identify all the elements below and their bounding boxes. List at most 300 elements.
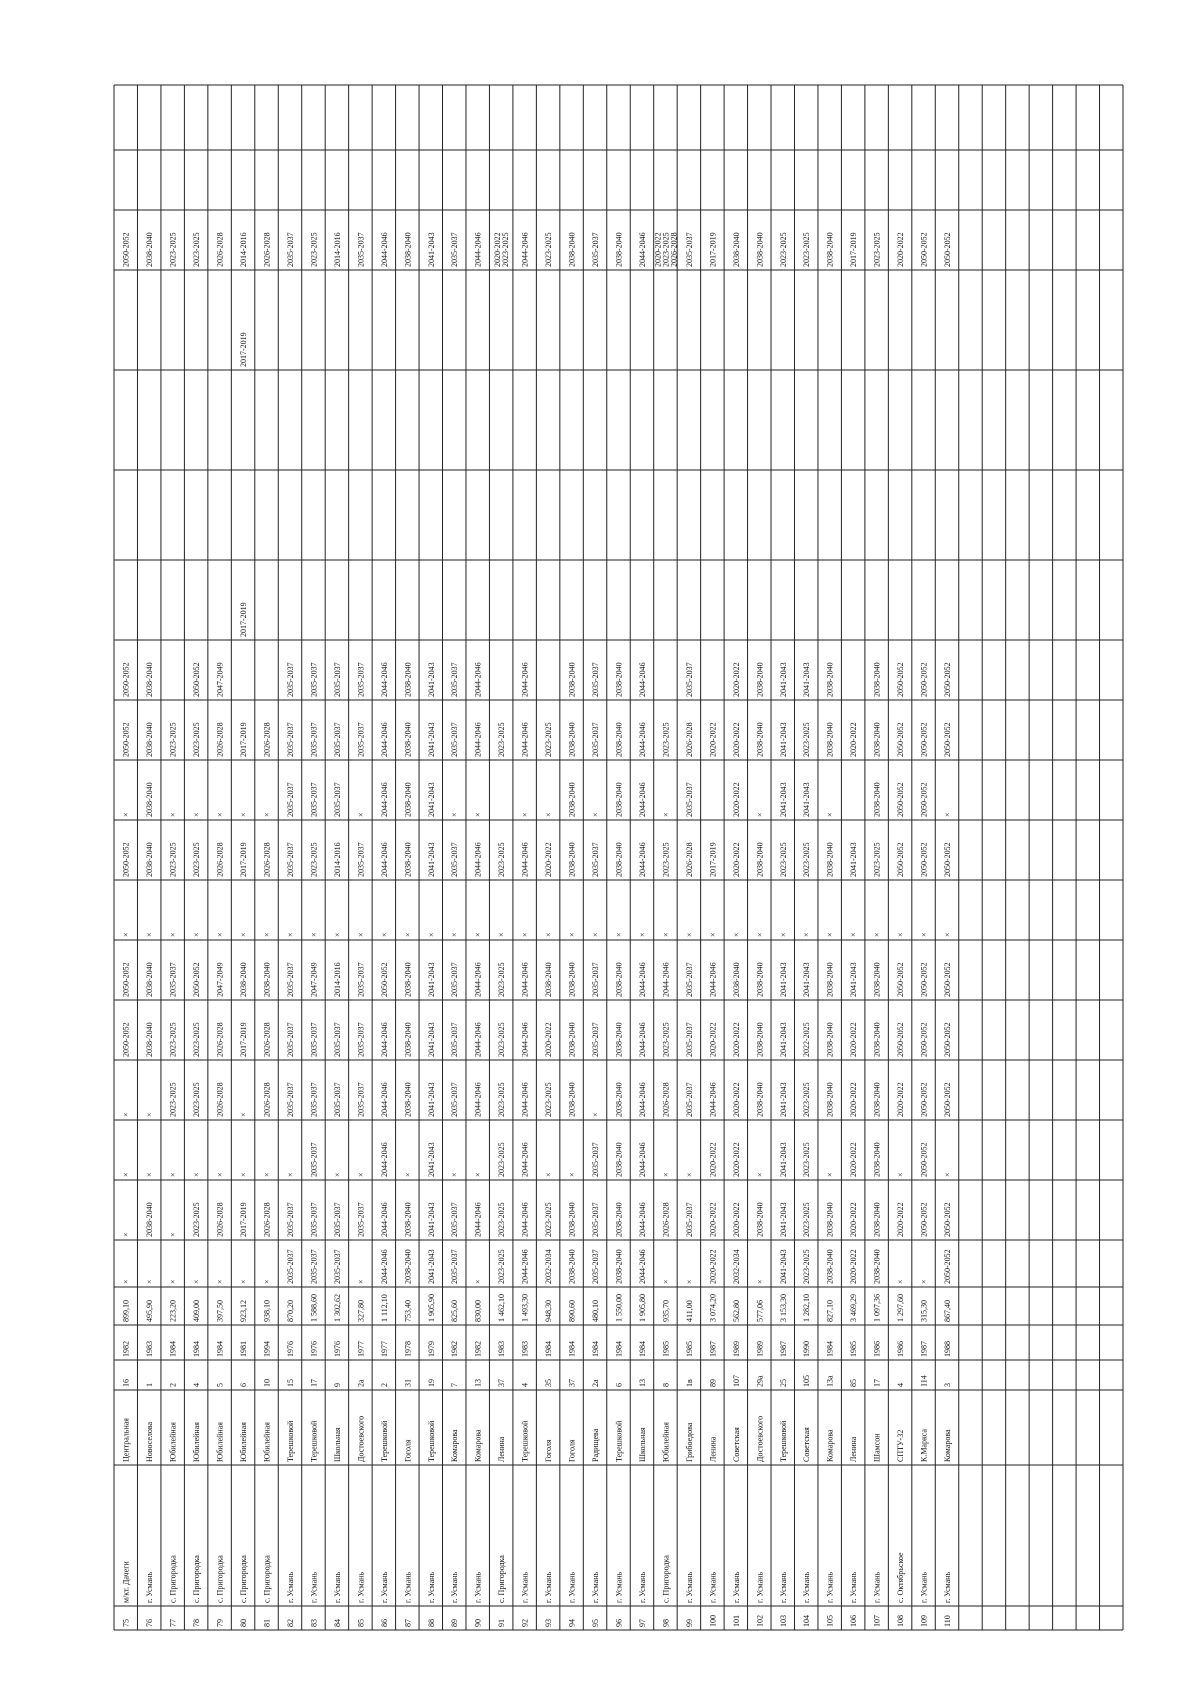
table-cell: 2044-2046 (520, 1082, 530, 1117)
table-cell: 2041-2043 (426, 782, 436, 817)
table-cell: 2038-2040 (872, 1249, 882, 1284)
table-cell: 10 (262, 1379, 272, 1387)
table-cell: 2023-2025 (168, 1022, 178, 1057)
table-cell: 2020-2022 (731, 662, 741, 697)
table-cell: 2026-2028 (215, 842, 225, 877)
table-cell: 2038-2040 (825, 1082, 835, 1117)
table-cell: 2038-2040 (614, 662, 624, 697)
table-cell: 1985 (849, 1341, 859, 1357)
table-cell: 2038-2040 (614, 722, 624, 757)
table-cell: м/кт. Дачеги (121, 1561, 131, 1603)
table-cell: 13 (473, 1379, 483, 1387)
table-cell: Ленина (708, 1436, 718, 1462)
table-cell: 2044-2046 (379, 1022, 389, 1057)
table-cell: 7 (450, 1383, 460, 1387)
table-cell: × (168, 1279, 178, 1284)
table-cell: 2020-2022 (731, 722, 741, 757)
table-cell: 2050-2052 (943, 1202, 953, 1237)
table-cell: 15 (285, 1379, 295, 1387)
table-cell: 2044-2046 (473, 662, 483, 697)
table-cell: 1989 (731, 1341, 741, 1357)
table-cell: 2020-2022 (849, 1142, 859, 1177)
table-cell: 2035-2037 (285, 722, 295, 757)
table-cell: 2035-2037 (309, 1202, 319, 1237)
table-cell: 1 905,90 (426, 1294, 436, 1322)
table-cell: 2038-2040 (872, 722, 882, 757)
table-cell: × (121, 1172, 131, 1177)
table-cell: 92 (520, 1619, 530, 1627)
table-cell: 870,20 (285, 1300, 295, 1322)
table-cell: 2023-2025 (802, 1142, 812, 1177)
table-cell: 2038-2040 (403, 962, 413, 997)
table-cell: 2050-2052 (121, 842, 131, 877)
table-cell: 2035-2037 (684, 962, 694, 997)
table-cell: 1979 (426, 1341, 436, 1357)
table-cell: 2044-2046 (637, 1022, 647, 1057)
table-cell: 2044-2046 (379, 1082, 389, 1117)
table-cell: 2023-2025 (872, 232, 882, 267)
table-cell: 2023-2025 (497, 1082, 507, 1117)
table-cell: 2014-2016 (332, 962, 342, 997)
table-cell: 2035-2037 (309, 1082, 319, 1117)
table-cell: 13а (825, 1375, 835, 1387)
table-cell: 480,10 (591, 1300, 601, 1322)
table-cell: 110 (943, 1615, 953, 1627)
table-cell: × (168, 1172, 178, 1177)
table-cell: 1 282,10 (802, 1294, 812, 1322)
table-cell: × (121, 932, 131, 937)
table-cell: г. Усмань (520, 1571, 530, 1603)
table-cell: 2044-2046 (637, 842, 647, 877)
table-cell: 2044-2046 (708, 1082, 718, 1117)
table-cell: 1984 (614, 1341, 624, 1357)
table-cell: 37 (567, 1379, 577, 1387)
table-cell: 90 (473, 1619, 483, 1627)
table-cell: 1984 (192, 1341, 202, 1357)
table-cell: 101 (731, 1615, 741, 1627)
table-cell: 2020-2022 (896, 1082, 906, 1117)
table-cell: 1984 (544, 1341, 554, 1357)
table-cell: 107 (731, 1375, 741, 1387)
table-cell: 2050-2052 (896, 782, 906, 817)
table-cell: × (285, 1172, 295, 1177)
table-cell: 2023-2025 (497, 722, 507, 757)
table-cell: Терешковой (309, 1420, 319, 1462)
table-cell: 2017-2019 (239, 842, 249, 877)
table-cell: × (356, 812, 366, 817)
table-cell: 2014-2016 (332, 232, 342, 267)
table-cell: 2038-2040 (145, 232, 155, 267)
table-cell: 2038-2040 (872, 1202, 882, 1237)
table-cell: 2041-2043 (778, 962, 788, 997)
table-cell: × (684, 1172, 694, 1177)
table-cell: 2035-2037 (684, 1202, 694, 1237)
table-cell: с. Пригородка (661, 1555, 671, 1603)
table-cell: Гоголя (567, 1439, 577, 1462)
table-cell: 2044-2046 (637, 1142, 647, 1177)
table-cell: 75 (121, 1619, 131, 1627)
table-cell: 2020-2022 (493, 232, 503, 267)
table-cell: Ленина (497, 1436, 507, 1462)
table-cell: 2044-2046 (520, 1142, 530, 1177)
table-cell: 1977 (356, 1341, 366, 1357)
table-cell: 223,20 (168, 1300, 178, 1322)
table-cell: 2020-2022 (731, 1202, 741, 1237)
table-cell: 2023-2025 (802, 1082, 812, 1117)
table-cell: 3 (943, 1383, 953, 1387)
table-cell: 4 (192, 1383, 202, 1387)
table-cell: 2041-2043 (778, 782, 788, 817)
table-cell: × (919, 932, 929, 937)
table-cell: 2035-2037 (309, 1249, 319, 1284)
table-cell: 2041-2043 (778, 1142, 788, 1177)
table-cell: 2023-2025 (192, 1022, 202, 1057)
table-cell: × (403, 932, 413, 937)
table-cell: 3 153,30 (778, 1294, 788, 1322)
table-cell: 2050-2052 (896, 842, 906, 877)
table-cell: 2038-2040 (614, 962, 624, 997)
table-cell: 85 (356, 1619, 366, 1627)
table-cell: 2050-2052 (121, 722, 131, 757)
table-cell: × (497, 932, 507, 937)
table-cell: 103 (778, 1615, 788, 1627)
table-cell: 2050-2052 (192, 962, 202, 997)
table-cell: × (215, 1279, 225, 1284)
table-cell: 2020-2022 (731, 842, 741, 877)
table-cell: 2020-2022 (708, 1022, 718, 1057)
table-cell: × (755, 1279, 765, 1284)
table-cell: 2035-2037 (591, 662, 601, 697)
table-cell: 2а (591, 1379, 601, 1387)
table-cell: СПТУ-32 (896, 1429, 906, 1462)
table-cell: 2050-2052 (943, 1249, 953, 1284)
table-cell: 2017-2019 (708, 232, 718, 267)
table-cell: с. Пригородка (192, 1555, 202, 1603)
table-cell: 1983 (145, 1341, 155, 1357)
table-cell: 1976 (285, 1341, 295, 1357)
table-cell: 827,10 (825, 1300, 835, 1322)
table-cell: г. Усмань (637, 1571, 647, 1603)
table-cell: г. Усмань (473, 1571, 483, 1603)
table-cell: 2035-2037 (591, 962, 601, 997)
table-cell: 2044-2046 (637, 722, 647, 757)
table-cell: г. Усмань (872, 1571, 882, 1603)
table-cell: 2050-2052 (121, 962, 131, 997)
table-cell: 8 (661, 1383, 671, 1387)
table-cell: × (332, 932, 342, 937)
table-cell: × (192, 1172, 202, 1177)
table-cell: Гоголя (403, 1439, 413, 1462)
table-cell: 2044-2046 (473, 962, 483, 997)
table-cell: × (262, 812, 272, 817)
table-cell: 5 (215, 1383, 225, 1387)
table-cell: 2050-2052 (896, 1022, 906, 1057)
table-cell: 1 302,62 (332, 1294, 342, 1322)
table-cell: 2026-2028 (669, 232, 679, 267)
table-cell: 2026-2028 (262, 1202, 272, 1237)
table-cell: Радищева (591, 1428, 601, 1462)
table-cell: 2035-2037 (356, 842, 366, 877)
table-cell: 2038-2040 (145, 662, 155, 697)
table-cell: 2035-2037 (332, 782, 342, 817)
table-cell: 97 (637, 1619, 647, 1627)
table-cell: 2038-2040 (544, 962, 554, 997)
table-cell: Терешковой (614, 1420, 624, 1462)
table-cell: 2023-2025 (661, 1022, 671, 1057)
table-cell: 2020-2022 (849, 1249, 859, 1284)
table-cell: г. Усмань (544, 1571, 554, 1603)
table-cell: 1989 (755, 1341, 765, 1357)
table-cell: × (121, 812, 131, 817)
table-cell: 2038-2040 (872, 782, 882, 817)
table-cell: 1984 (168, 1341, 178, 1357)
table-cell: 2023-2025 (497, 842, 507, 877)
table-cell: 2044-2046 (637, 782, 647, 817)
table-cell: 107 (872, 1615, 882, 1627)
table-cell: 1 097,36 (872, 1294, 882, 1322)
table-cell: г. Усмань (567, 1571, 577, 1603)
table-cell: 2044-2046 (379, 1249, 389, 1284)
table-cell: 2038-2040 (403, 1082, 413, 1117)
table-cell: 1986 (896, 1341, 906, 1357)
table-cell: 2035-2037 (285, 842, 295, 877)
table-cell: 17 (309, 1379, 319, 1387)
table-cell: 2038-2040 (755, 962, 765, 997)
table-cell: 2035-2037 (309, 662, 319, 697)
table-cell: 2044-2046 (520, 722, 530, 757)
table-cell: 2020-2022 (544, 1022, 554, 1057)
table-cell: 2035-2037 (450, 232, 460, 267)
table-cell: 2014-2016 (332, 842, 342, 877)
table-cell: 2050-2052 (943, 722, 953, 757)
table-cell: Терешковой (778, 1420, 788, 1462)
table-cell: с. Пригородка (215, 1555, 225, 1603)
table-cell: 2035-2037 (285, 232, 295, 267)
table-cell: 2044-2046 (379, 232, 389, 267)
table-cell: 2047-2049 (309, 962, 319, 997)
table-cell: 2044-2046 (379, 1202, 389, 1237)
table-cell: 2038-2040 (614, 1142, 624, 1177)
table-cell: 2041-2043 (426, 1022, 436, 1057)
table-cell: Комарова (825, 1429, 835, 1462)
table-cell: 109 (919, 1615, 929, 1627)
table-cell: 1 905,80 (637, 1294, 647, 1322)
table-cell: 98 (661, 1619, 671, 1627)
table-cell: 78 (192, 1619, 202, 1627)
table-cell: 2020-2022 (731, 782, 741, 817)
table-cell: 2035-2037 (684, 1022, 694, 1057)
table-cell: 2026-2028 (684, 722, 694, 757)
table-cell: 2035-2037 (591, 1202, 601, 1237)
table-cell: Комарова (450, 1429, 460, 1462)
table-cell: 2044-2046 (520, 1022, 530, 1057)
table-cell: 2035-2037 (356, 1022, 366, 1057)
table-cell: 82 (285, 1619, 295, 1627)
table-cell: × (778, 932, 788, 937)
table-cell: 2038-2040 (731, 962, 741, 997)
table-cell: 2035-2037 (285, 1249, 295, 1284)
table-cell: × (567, 932, 577, 937)
table-cell: Терешковой (379, 1420, 389, 1462)
table-cell: 2017-2019 (239, 332, 249, 367)
table-cell: 899,10 (121, 1300, 131, 1322)
table-cell: 2020-2022 (731, 1022, 741, 1057)
table-cell: 2038-2040 (567, 1022, 577, 1057)
table-cell: 2041-2043 (426, 1082, 436, 1117)
table-cell: Терешковой (426, 1420, 436, 1462)
table-cell: 1 588,60 (309, 1294, 319, 1322)
table-cell: 89 (708, 1379, 718, 1387)
table-cell: × (544, 812, 554, 817)
table-cell: 2044-2046 (637, 962, 647, 997)
table-cell: Достоевского (755, 1415, 765, 1462)
table-cell: 25 (778, 1379, 788, 1387)
table-cell: 2026-2028 (215, 1082, 225, 1117)
table-cell: 2014-2016 (239, 232, 249, 267)
table-cell: 2035-2037 (591, 1142, 601, 1177)
table-cell: 2050-2052 (121, 662, 131, 697)
table-cell: 2035-2037 (684, 782, 694, 817)
table-cell: 2020-2022 (653, 232, 663, 267)
table-cell: 2044-2046 (520, 1249, 530, 1284)
table-cell: 2026-2028 (661, 1202, 671, 1237)
table-cell: × (591, 932, 601, 937)
table-cell: с. Пригородка (239, 1555, 249, 1603)
table-cell: × (145, 932, 155, 937)
table-cell: 2047-2049 (215, 662, 225, 697)
table-cell: 2044-2046 (637, 1249, 647, 1284)
table-cell: × (544, 1172, 554, 1177)
table-cell: × (755, 812, 765, 817)
table-cell: 2038-2040 (403, 1022, 413, 1057)
table-cell: 2038-2040 (755, 1022, 765, 1057)
table-cell: × (145, 1112, 155, 1117)
table-cell: × (544, 932, 554, 937)
table-cell: 2022-2025 (802, 1022, 812, 1057)
table-cell: 2050-2052 (943, 1082, 953, 1117)
table-cell: 890,60 (567, 1300, 577, 1322)
table-cell: 2050-2052 (919, 1202, 929, 1237)
table-cell: × (239, 932, 249, 937)
table-cell: 2023-2025 (802, 722, 812, 757)
table-cell: 2050-2052 (919, 782, 929, 817)
table-cell: 2041-2043 (778, 722, 788, 757)
table-cell: Грибоедова (684, 1422, 694, 1462)
table-cell: 2050-2052 (943, 232, 953, 267)
table-cell: 1987 (708, 1341, 718, 1357)
table-cell: 2038-2040 (239, 962, 249, 997)
table-cell: 94 (567, 1619, 577, 1627)
table-cell: 2 (379, 1383, 389, 1387)
table-cell: 2041-2043 (426, 962, 436, 997)
table-cell: 2044-2046 (520, 842, 530, 877)
table-cell: г. Усмань (755, 1571, 765, 1603)
table-cell: 2050-2052 (121, 232, 131, 267)
table-cell: × (168, 932, 178, 937)
table-cell: 2038-2040 (755, 842, 765, 877)
table-cell: 315,30 (919, 1300, 929, 1322)
table-cell: г. Усмань (145, 1571, 155, 1603)
table-cell: 2038-2040 (825, 232, 835, 267)
table-cell: 2038-2040 (825, 1202, 835, 1237)
table-cell: 104 (802, 1615, 812, 1627)
table-cell: 2023-2025 (661, 232, 671, 267)
table-cell: 2041-2043 (426, 1202, 436, 1237)
table-cell: 84 (332, 1619, 342, 1627)
table-cell: 2038-2040 (755, 1202, 765, 1237)
table-cell: 77 (168, 1619, 178, 1627)
table-cell: 2044-2046 (379, 1142, 389, 1177)
table-cell: г. Усмань (285, 1571, 295, 1603)
table-cell: × (825, 812, 835, 817)
table-cell: 2050-2052 (919, 232, 929, 267)
table-cell: 2023-2025 (544, 232, 554, 267)
table-cell: 2023-2025 (778, 232, 788, 267)
table-cell: × (215, 812, 225, 817)
table-cell: Комарова (473, 1429, 483, 1462)
table-cell: × (684, 932, 694, 937)
table-cell: 3 469,29 (849, 1294, 859, 1322)
table-cell: × (731, 932, 741, 937)
table-cell: × (145, 1172, 155, 1177)
table-cell: 1 462,10 (497, 1294, 507, 1322)
table-cell: 2041-2043 (426, 1249, 436, 1284)
table-cell: 2020-2022 (544, 842, 554, 877)
table-cell: 2044-2046 (661, 962, 671, 997)
table-cell: 2020-2022 (849, 1022, 859, 1057)
table-cell: 1984 (825, 1341, 835, 1357)
table-cell: 1983 (497, 1341, 507, 1357)
table-cell: 2050-2052 (192, 662, 202, 697)
table-cell: 2035-2037 (450, 1022, 460, 1057)
table-cell: г. Усмань (731, 1571, 741, 1603)
table-cell: × (520, 932, 530, 937)
table-cell: × (239, 812, 249, 817)
table-cell: 2026-2028 (262, 232, 272, 267)
table-cell: × (637, 932, 647, 937)
table-cell: 2050-2052 (919, 1082, 929, 1117)
table-cell: Шамсон (872, 1433, 882, 1462)
table-cell: 2023-2025 (778, 842, 788, 877)
table-cell: 2026-2028 (215, 232, 225, 267)
table-cell: 6 (239, 1383, 249, 1387)
table-cell: г. Усмань (708, 1571, 718, 1603)
table-cell: 2044-2046 (473, 1022, 483, 1057)
table-cell: 2023-2025 (168, 232, 178, 267)
table-cell: 2035-2037 (332, 1249, 342, 1284)
table-cell: 2050-2052 (943, 842, 953, 877)
table-cell: 867,40 (943, 1300, 953, 1322)
table-cell: 2023-2025 (544, 1082, 554, 1117)
table-cell: 2023-2025 (802, 842, 812, 877)
table-cell: × (473, 812, 483, 817)
table-cell: 2044-2046 (379, 842, 389, 877)
table-cell: 2035-2037 (285, 1202, 295, 1237)
table-cell: × (239, 1172, 249, 1177)
table-cell: Юбилейная (262, 1422, 272, 1462)
table-cell: 2035-2037 (450, 662, 460, 697)
table-cell: 2035-2037 (450, 962, 460, 997)
table-cell: × (192, 812, 202, 817)
table-cell: × (708, 932, 718, 937)
table-cell: 2050-2052 (896, 722, 906, 757)
table-cell: 2041-2043 (849, 842, 859, 877)
table-cell: 2041-2043 (426, 232, 436, 267)
table-cell: 2038-2040 (403, 662, 413, 697)
table-cell: × (403, 1172, 413, 1177)
table-cell: 2020-2022 (849, 1082, 859, 1117)
table-cell: × (356, 932, 366, 937)
